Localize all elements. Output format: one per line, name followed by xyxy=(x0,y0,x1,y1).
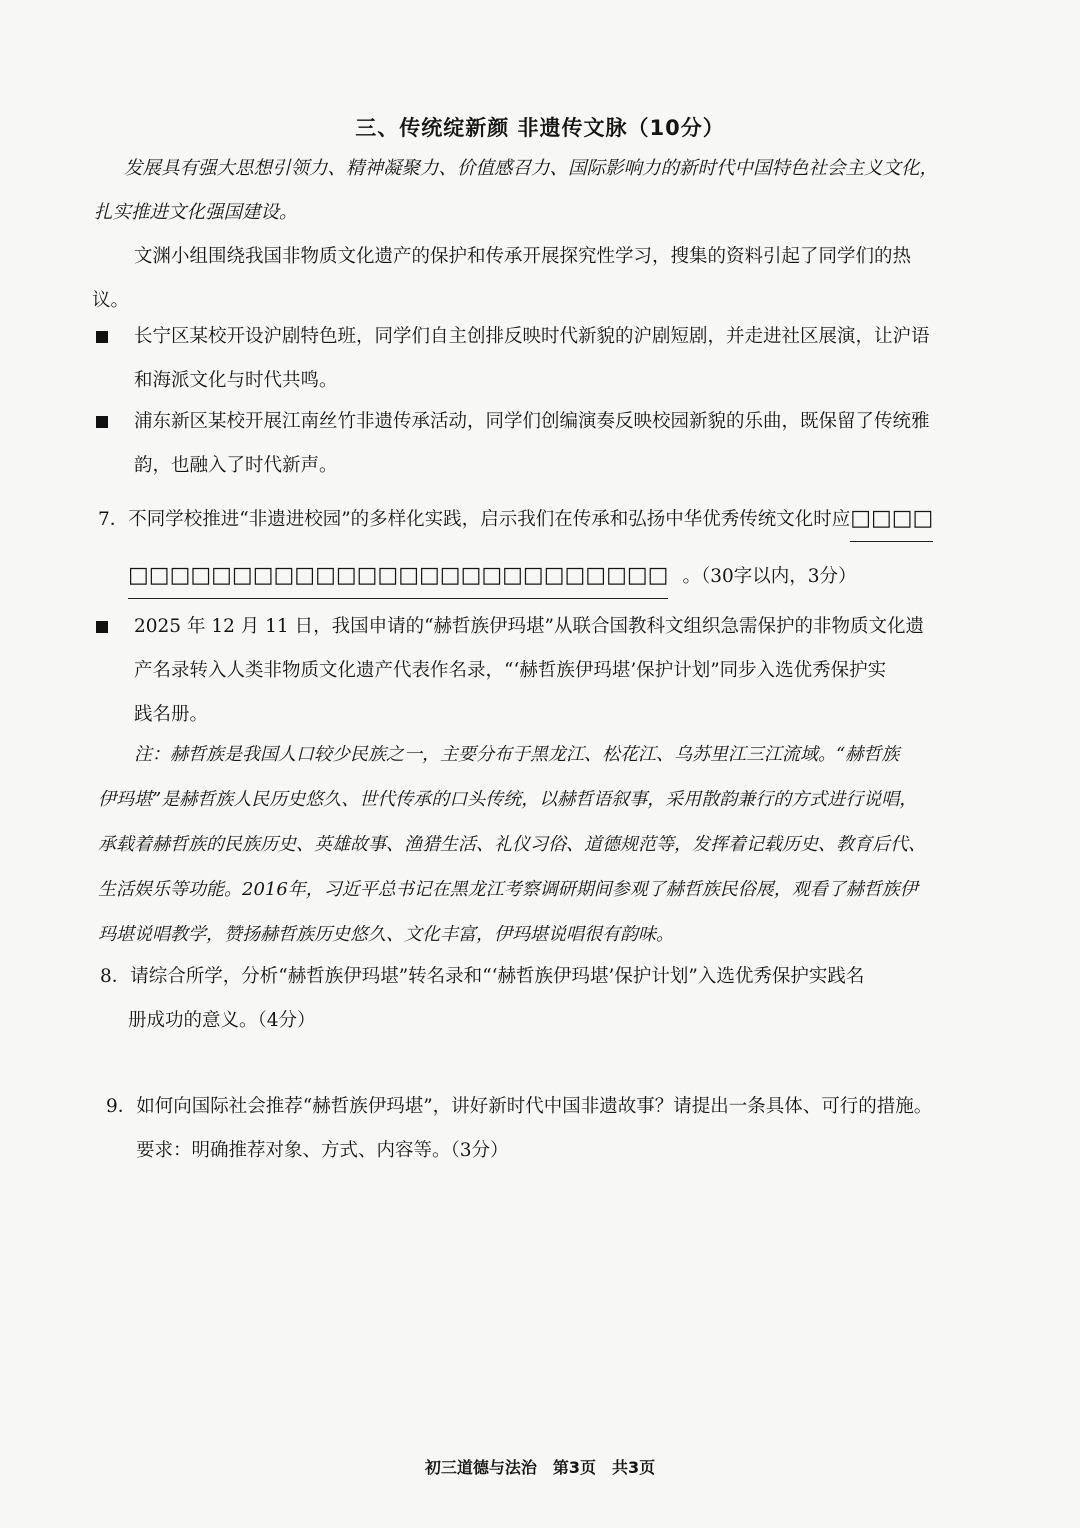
study-line-2: 议。 xyxy=(92,290,130,311)
square-bullet-icon xyxy=(96,416,108,428)
bullet-1-line-2: 和海派文化与时代共鸣。 xyxy=(134,370,338,391)
note-paragraph xyxy=(98,732,1004,957)
question-7-text: 7．不同学校推进“非遗进校园”的多样化实践，启示我们在传承和弘扬中华优秀传统文化时应 xyxy=(98,509,851,530)
bullet-1-line-1: 长宁区某校开设沪剧特色班，同学们自主创排反映时代新貌的沪剧短剧，并走进社区展演，让沪语 xyxy=(134,326,930,347)
bullet-3-line-2: 产名录转入人类非物质文化遗产代表作名录，“‘赫哲族伊玛堪’保护计划”同步入选优秀保护实 xyxy=(134,660,887,681)
bullet-3-line-3: 践名册。 xyxy=(134,704,209,725)
note-line-3: 承载着赫哲族的民族历史、英雄故事、渔猎生活、礼仪习俗、道德规范等，发挥着记载历史、教育后代、 xyxy=(98,834,926,855)
study-line-1: 文渊小组围绕我国非物质文化遗产的保护和传承开展探究性学习，搜集的资料引起了同学们的热 xyxy=(134,246,912,267)
section-title: 三、传统绽新颜 非遗传文脉（10分） xyxy=(355,116,725,140)
question-8-line-1: 8．请综合所学，分析“赫哲族伊玛堪”转名录和“‘赫哲族伊玛堪’保护计划”入选优秀保护实践名 xyxy=(100,966,865,987)
square-bullet-icon xyxy=(96,621,108,633)
answer-boxes-line-2[interactable]: □□□□□□□□□□□□□□□□□□□□□□□□□□ xyxy=(128,554,668,599)
bullet-item-jiangnan-sizhu xyxy=(96,400,986,490)
note-line-5: 玛堪说唱教学，赞扬赫哲族历史悠久、文化丰富，伊玛堪说唱很有韵味。 xyxy=(98,924,674,945)
intro-line-1: 发展具有强大思想引领力、精神凝聚力、价值感召力、国际影响力的新时代中国特色社会主义文化， xyxy=(124,158,939,179)
square-bullet-icon xyxy=(96,331,108,343)
intro-line-2: 扎实推进文化强国建设。 xyxy=(94,202,298,223)
question-8-line-2: 册成功的意义。（4分） xyxy=(128,1010,316,1031)
bullet-item-yimakan xyxy=(96,605,986,740)
question-7-note: 。（30字以内，3分） xyxy=(682,566,857,587)
question-9-line-2: 要求：明确推荐对象、方式、内容等。（3分） xyxy=(136,1140,509,1161)
bullet-item-huju xyxy=(96,315,986,405)
page-footer: 初三道德与法治 第3页 共3页 xyxy=(424,1458,656,1477)
bullet-2-line-2: 韵，也融入了时代新声。 xyxy=(134,455,338,476)
note-line-2: 伊玛堪”是赫哲族人民历史悠久、世代传承的口头传统，以赫哲语叙事，采用散韵兼行的方式进行说唱， xyxy=(98,789,918,810)
question-9 xyxy=(106,1085,1006,1173)
question-7 xyxy=(98,497,998,599)
question-9-line-1: 9．如何向国际社会推荐“赫哲族伊玛堪”，讲好新时代中国非遗故事？请提出一条具体、可行的措施。 xyxy=(106,1096,933,1117)
bullet-2-line-1: 浦东新区某校开展江南丝竹非遗传承活动，同学们创编演奏反映校园新貌的乐曲，既保留了传统雅 xyxy=(134,411,930,432)
study-paragraph xyxy=(92,235,994,323)
note-line-4: 生活娱乐等功能。2016年，习近平总书记在黑龙江考察调研期间参观了赫哲族民俗展，观看了赫哲族伊 xyxy=(98,879,918,900)
note-line-1: 注：赫哲族是我国人口较少民族之一，主要分布于黑龙江、松花江、乌苏里江三江流域。“赫哲族 xyxy=(134,744,900,765)
intro-paragraph xyxy=(94,147,1004,235)
question-8 xyxy=(100,955,1000,1043)
answer-boxes-line-1[interactable]: □□□□ xyxy=(850,497,933,542)
bullet-3-line-1: 2025 年 12 月 11 日，我国申请的“赫哲族伊玛堪”从联合国教科文组织急需保护的非物质文化遗 xyxy=(134,616,924,637)
